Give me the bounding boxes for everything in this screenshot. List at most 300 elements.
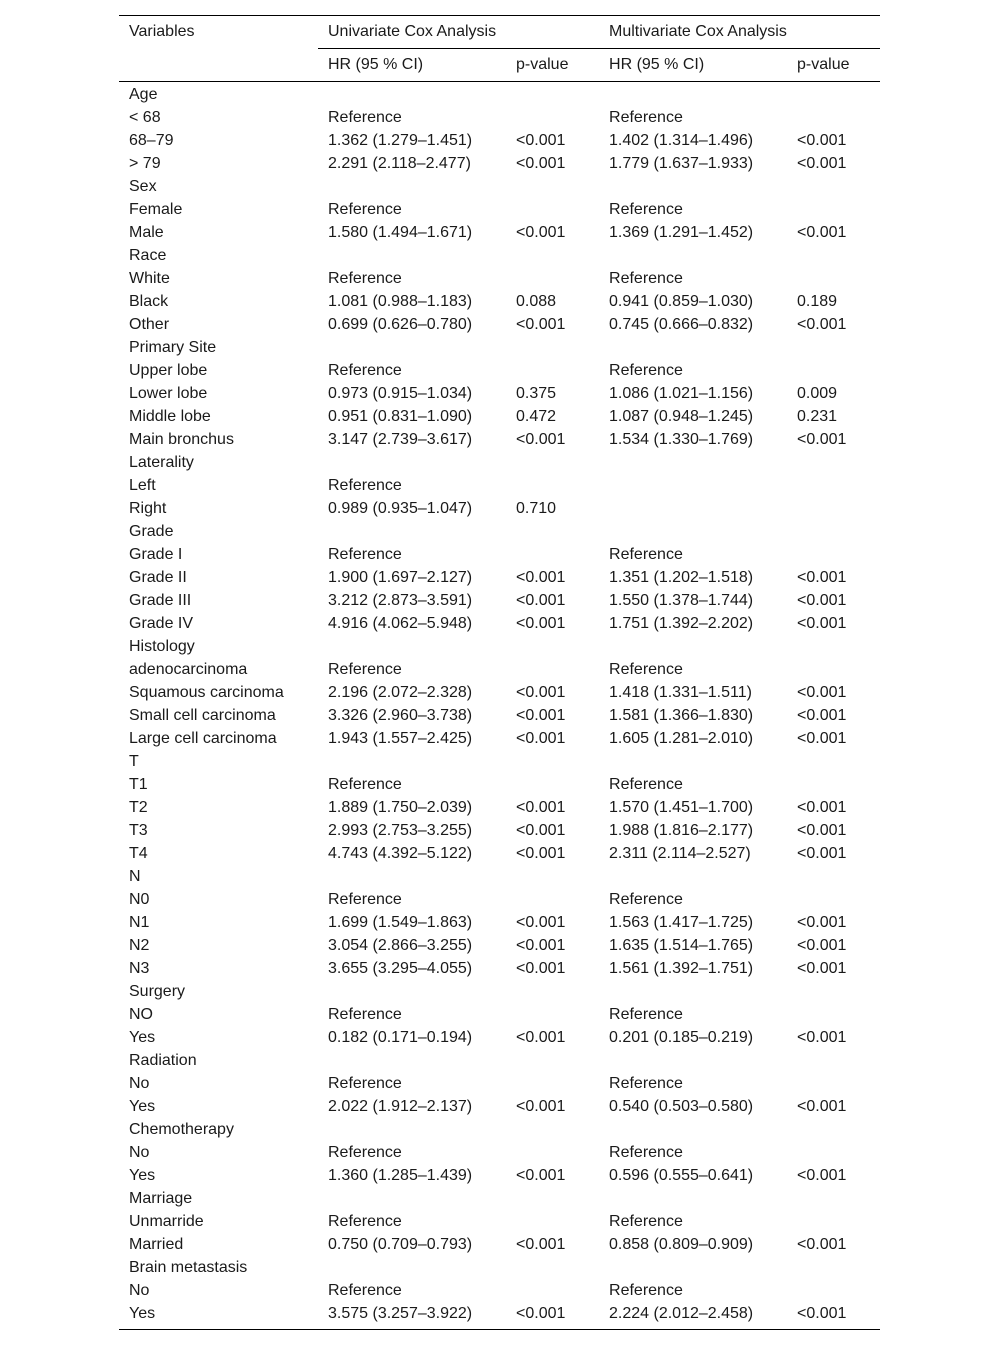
multivariate-pvalue-cell [787, 980, 880, 1003]
multivariate-hr-cell: 1.402 (1.314–1.496) [609, 132, 754, 149]
univariate-hr-cell [318, 1187, 506, 1210]
variable-cell: Left [129, 477, 156, 494]
multivariate-pvalue-cell [787, 750, 880, 773]
univariate-hr-cell: 1.360 (1.285–1.439) [328, 1167, 473, 1184]
multivariate-pvalue-cell: <0.001 [797, 914, 847, 931]
univariate-pvalue-cell: <0.001 [516, 845, 566, 862]
univariate-hr-cell [318, 451, 506, 474]
multivariate-hr-cell: 0.540 (0.503–0.580) [609, 1098, 754, 1115]
variable-cell: No [129, 1075, 150, 1092]
variable-cell: Squamous carcinoma [129, 684, 284, 701]
multivariate-hr-cell: 1.563 (1.417–1.725) [609, 914, 754, 931]
table-row [119, 819, 880, 842]
multivariate-pvalue-cell [787, 658, 880, 681]
table-row [119, 451, 880, 474]
table-row [119, 336, 880, 359]
multivariate-hr-cell: Reference [609, 1282, 683, 1299]
variable-cell: Married [129, 1236, 184, 1253]
univariate-pvalue-cell [506, 82, 599, 107]
univariate-pvalue-cell: 0.472 [516, 408, 557, 425]
multivariate-hr-cell: 0.941 (0.859–1.030) [609, 293, 754, 310]
univariate-pvalue-cell: <0.001 [516, 132, 566, 149]
table-row [119, 359, 880, 382]
table-row [119, 267, 880, 290]
univariate-pvalue-cell [506, 1187, 599, 1210]
table-row [119, 750, 880, 773]
header-row-columns [119, 49, 880, 82]
univariate-pvalue-cell: <0.001 [516, 822, 566, 839]
multivariate-hr-cell: Reference [609, 1006, 683, 1023]
univariate-hr-cell: 4.916 (4.062–5.948) [328, 615, 473, 632]
multivariate-hr-cell [599, 635, 787, 658]
univariate-pvalue-cell [506, 198, 599, 221]
multivariate-hr-cell [599, 1187, 787, 1210]
univariate-hr-cell: 1.362 (1.279–1.451) [328, 132, 473, 149]
variable-cell: Sex [129, 178, 157, 195]
table-row [119, 152, 880, 175]
table-row [119, 198, 880, 221]
univariate-hr-cell [318, 244, 506, 267]
multivariate-pvalue-cell: <0.001 [797, 799, 847, 816]
table-row [119, 520, 880, 543]
table-row [119, 1164, 880, 1187]
variable-cell: Marriage [129, 1190, 193, 1207]
univariate-hr-cell: 0.973 (0.915–1.034) [328, 385, 473, 402]
univariate-pvalue-cell [506, 888, 599, 911]
multivariate-hr-cell [599, 865, 787, 888]
univariate-hr-cell: Reference [328, 109, 402, 126]
univariate-hr-cell: 0.951 (0.831–1.090) [328, 408, 473, 425]
univariate-pvalue-cell: <0.001 [516, 569, 566, 586]
table-row [119, 865, 880, 888]
multivariate-hr-cell: 1.086 (1.021–1.156) [609, 385, 754, 402]
multivariate-hr-cell: 1.779 (1.637–1.933) [609, 155, 754, 172]
univariate-pvalue-cell: <0.001 [516, 431, 566, 448]
multivariate-pvalue-cell: <0.001 [797, 822, 847, 839]
table-row [119, 612, 880, 635]
variable-cell: Yes [129, 1098, 156, 1115]
multivariate-hr-cell [599, 175, 787, 198]
variable-cell: N1 [129, 914, 150, 931]
univariate-hr-cell: Reference [328, 891, 402, 908]
variable-cell: N0 [129, 891, 150, 908]
table-row [119, 1279, 880, 1302]
univariate-hr-cell [318, 175, 506, 198]
multivariate-hr-cell: 1.418 (1.331–1.511) [609, 684, 752, 701]
multivariate-hr-cell [599, 1256, 787, 1279]
variable-cell: Grade III [129, 592, 192, 609]
table-row [119, 382, 880, 405]
variable-cell: > 79 [129, 155, 161, 172]
univariate-hr-cell: Reference [328, 1213, 402, 1230]
multivariate-hr-cell: 1.635 (1.514–1.765) [609, 937, 754, 954]
multivariate-hr-cell: Reference [609, 109, 683, 126]
univariate-hr-cell: 1.580 (1.494–1.671) [328, 224, 473, 241]
multivariate-hr-cell: 1.550 (1.378–1.744) [609, 592, 754, 609]
univariate-pvalue-cell [506, 1003, 599, 1026]
table-row [119, 82, 880, 107]
multivariate-pvalue-cell [787, 1118, 880, 1141]
multivariate-pvalue-cell [787, 865, 880, 888]
multivariate-pvalue-cell [787, 773, 880, 796]
variable-cell: Yes [129, 1167, 156, 1184]
univariate-pvalue-cell [506, 1118, 599, 1141]
variable-cell: Grade IV [129, 615, 194, 632]
variable-cell: T3 [129, 822, 148, 839]
variable-cell: adenocarcinoma [129, 661, 248, 678]
univariate-pvalue-cell [506, 658, 599, 681]
table-row [119, 405, 880, 428]
multivariate-hr-cell: 1.561 (1.392–1.751) [609, 960, 754, 977]
univariate-pvalue-cell [506, 520, 599, 543]
multivariate-pvalue-cell [787, 1049, 880, 1072]
table-row [119, 888, 880, 911]
univariate-hr-cell [318, 750, 506, 773]
table-row [119, 1233, 880, 1256]
univariate-pvalue-cell: 0.088 [516, 293, 557, 310]
table-row [119, 1210, 880, 1233]
variable-cell: Grade II [129, 569, 187, 586]
univariate-pvalue-cell [506, 175, 599, 198]
multivariate-pvalue-cell: <0.001 [797, 730, 847, 747]
univariate-pvalue-cell: <0.001 [516, 730, 566, 747]
table-row [119, 773, 880, 796]
variable-cell: No [129, 1144, 150, 1161]
table-row [119, 727, 880, 750]
univariate-pvalue-cell: <0.001 [516, 960, 566, 977]
header-univariate-group: Univariate Cox Analysis [318, 16, 599, 49]
variable-cell: 68–79 [129, 132, 174, 149]
multivariate-hr-cell: 1.751 (1.392–2.202) [609, 615, 754, 632]
univariate-hr-cell [318, 980, 506, 1003]
multivariate-hr-cell: 2.224 (2.012–2.458) [599, 1302, 787, 1330]
variable-cell: Main bronchus [129, 431, 234, 448]
multivariate-pvalue-cell [787, 543, 880, 566]
table-row [119, 911, 880, 934]
header-univariate-hr: HR (95 % CI) [318, 49, 506, 82]
univariate-hr-cell: 1.943 (1.557–2.425) [328, 730, 473, 747]
multivariate-pvalue-cell [787, 1072, 880, 1095]
multivariate-hr-cell: 1.988 (1.816–2.177) [609, 822, 754, 839]
table-row [119, 934, 880, 957]
header-multivariate-group: Multivariate Cox Analysis [599, 16, 880, 49]
univariate-pvalue-cell [506, 359, 599, 382]
variable-cell: Age [129, 86, 158, 103]
univariate-hr-cell [318, 336, 506, 359]
multivariate-pvalue-cell [787, 336, 880, 359]
table-row [119, 1003, 880, 1026]
table-row [119, 1095, 880, 1118]
multivariate-hr-cell: 1.087 (0.948–1.245) [609, 408, 754, 425]
multivariate-hr-cell: Reference [609, 546, 683, 563]
multivariate-pvalue-cell: <0.001 [797, 960, 847, 977]
univariate-pvalue-cell: <0.001 [516, 1167, 566, 1184]
multivariate-pvalue-cell: <0.001 [797, 1236, 847, 1253]
univariate-hr-cell: 2.993 (2.753–3.255) [328, 822, 473, 839]
multivariate-hr-cell: 1.605 (1.281–2.010) [609, 730, 754, 747]
variable-cell: Unmarride [129, 1213, 204, 1230]
table-row [119, 796, 880, 819]
univariate-pvalue-cell [506, 543, 599, 566]
multivariate-pvalue-cell [787, 175, 880, 198]
univariate-pvalue-cell [506, 474, 599, 497]
univariate-hr-cell: Reference [328, 546, 402, 563]
multivariate-hr-cell [599, 474, 787, 497]
multivariate-pvalue-cell [787, 1003, 880, 1026]
multivariate-pvalue-cell [787, 1256, 880, 1279]
univariate-hr-cell [318, 635, 506, 658]
table-row [119, 566, 880, 589]
univariate-pvalue-cell: <0.001 [516, 799, 566, 816]
table-row [119, 290, 880, 313]
multivariate-pvalue-cell: <0.001 [797, 155, 847, 172]
multivariate-pvalue-cell: 0.009 [797, 385, 838, 402]
multivariate-pvalue-cell [787, 635, 880, 658]
univariate-hr-cell: 1.699 (1.549–1.863) [328, 914, 473, 931]
variable-cell: Grade I [129, 546, 183, 563]
univariate-hr-cell: 0.750 (0.709–0.793) [328, 1236, 473, 1253]
table-row [119, 244, 880, 267]
table-row [119, 1072, 880, 1095]
table-row [119, 474, 880, 497]
univariate-hr-cell: 3.054 (2.866–3.255) [328, 937, 473, 954]
multivariate-pvalue-cell [787, 888, 880, 911]
variable-cell: < 68 [129, 109, 161, 126]
multivariate-hr-cell [599, 1118, 787, 1141]
table-row [119, 313, 880, 336]
multivariate-pvalue-cell: <0.001 [797, 592, 847, 609]
univariate-pvalue-cell: <0.001 [516, 707, 566, 724]
univariate-hr-cell: 2.022 (1.912–2.137) [328, 1098, 473, 1115]
multivariate-pvalue-cell: <0.001 [797, 569, 847, 586]
univariate-hr-cell: 4.743 (4.392–5.122) [328, 845, 473, 862]
multivariate-hr-cell [599, 244, 787, 267]
header-univariate-pvalue: p-value [506, 49, 599, 82]
univariate-pvalue-cell: <0.001 [516, 684, 566, 701]
multivariate-hr-cell: Reference [609, 1213, 683, 1230]
univariate-pvalue-cell [506, 106, 599, 129]
header-blank [119, 49, 318, 82]
multivariate-pvalue-cell [787, 198, 880, 221]
univariate-hr-cell: Reference [328, 201, 402, 218]
univariate-hr-cell: 3.212 (2.873–3.591) [328, 592, 473, 609]
variable-cell: Male [129, 224, 164, 241]
variable-cell: T [129, 753, 139, 770]
multivariate-hr-cell: Reference [609, 1144, 683, 1161]
table-row [119, 704, 880, 727]
table-row [119, 842, 880, 865]
univariate-pvalue-cell: <0.001 [516, 316, 566, 333]
univariate-hr-cell [318, 520, 506, 543]
variable-cell: NO [129, 1006, 153, 1023]
univariate-hr-cell: Reference [328, 1075, 402, 1092]
univariate-pvalue-cell: <0.001 [516, 914, 566, 931]
univariate-hr-cell [318, 1256, 506, 1279]
univariate-hr-cell: 3.147 (2.739–3.617) [328, 431, 473, 448]
header-variables: Variables [119, 16, 318, 49]
univariate-pvalue-cell [506, 451, 599, 474]
multivariate-pvalue-cell: <0.001 [797, 1167, 847, 1184]
cox-analysis-table-container [119, 15, 880, 1330]
univariate-hr-cell: 0.989 (0.935–1.047) [328, 500, 473, 517]
table-row [119, 1302, 880, 1330]
multivariate-pvalue-cell: <0.001 [797, 615, 847, 632]
univariate-hr-cell: Reference [328, 1006, 402, 1023]
multivariate-pvalue-cell: <0.001 [797, 1098, 847, 1115]
multivariate-pvalue-cell: <0.001 [797, 707, 847, 724]
multivariate-hr-cell: Reference [609, 270, 683, 287]
table-header [119, 16, 880, 82]
multivariate-pvalue-cell [787, 497, 880, 520]
table-row [119, 635, 880, 658]
univariate-pvalue-cell: <0.001 [516, 1236, 566, 1253]
univariate-hr-cell: 2.291 (2.118–2.477) [328, 155, 471, 172]
univariate-hr-cell: 3.575 (3.257–3.922) [318, 1302, 506, 1330]
variable-cell: Right [129, 500, 167, 517]
variable-cell: N [129, 868, 141, 885]
multivariate-hr-cell [599, 1049, 787, 1072]
univariate-pvalue-cell [506, 1072, 599, 1095]
table-row [119, 497, 880, 520]
variable-cell: Female [129, 201, 183, 218]
univariate-pvalue-cell [506, 1279, 599, 1302]
variable-cell: Lower lobe [129, 385, 208, 402]
multivariate-pvalue-cell [787, 520, 880, 543]
univariate-hr-cell: Reference [328, 362, 402, 379]
multivariate-hr-cell: Reference [609, 891, 683, 908]
variable-cell: Laterality [129, 454, 194, 471]
multivariate-hr-cell: Reference [609, 661, 683, 678]
variable-cell: Yes [119, 1302, 318, 1330]
univariate-pvalue-cell: <0.001 [516, 1098, 566, 1115]
univariate-hr-cell: Reference [328, 1282, 402, 1299]
table-row [119, 543, 880, 566]
univariate-hr-cell: 1.081 (0.988–1.183) [328, 293, 473, 310]
table-row [119, 658, 880, 681]
univariate-pvalue-cell [506, 635, 599, 658]
multivariate-pvalue-cell: <0.001 [787, 1302, 880, 1330]
variable-cell: Grade [129, 523, 174, 540]
cox-analysis-table [119, 15, 880, 1330]
header-multivariate-hr: HR (95 % CI) [599, 49, 787, 82]
multivariate-hr-cell: 1.351 (1.202–1.518) [609, 569, 754, 586]
variable-cell: Other [129, 316, 170, 333]
multivariate-pvalue-cell [787, 244, 880, 267]
multivariate-pvalue-cell [787, 1210, 880, 1233]
multivariate-pvalue-cell: <0.001 [797, 316, 847, 333]
univariate-hr-cell: Reference [328, 661, 402, 678]
multivariate-hr-cell: 0.201 (0.185–0.219) [609, 1029, 754, 1046]
univariate-pvalue-cell [506, 1049, 599, 1072]
table-row [119, 681, 880, 704]
multivariate-hr-cell [599, 980, 787, 1003]
variable-cell: Upper lobe [129, 362, 208, 379]
multivariate-hr-cell [599, 497, 787, 520]
variable-cell: Chemotherapy [129, 1121, 234, 1138]
variable-cell: Primary Site [129, 339, 217, 356]
univariate-pvalue-cell: <0.001 [516, 615, 566, 632]
univariate-pvalue-cell: <0.001 [516, 592, 566, 609]
multivariate-hr-cell [599, 520, 787, 543]
univariate-pvalue-cell [506, 865, 599, 888]
univariate-pvalue-cell [506, 1210, 599, 1233]
univariate-pvalue-cell: <0.001 [516, 1029, 566, 1046]
univariate-hr-cell: 0.699 (0.626–0.780) [328, 316, 473, 333]
table-row [119, 957, 880, 980]
univariate-pvalue-cell: <0.001 [516, 155, 566, 172]
multivariate-hr-cell: 1.369 (1.291–1.452) [609, 224, 754, 241]
variable-cell: T2 [129, 799, 148, 816]
univariate-hr-cell [318, 82, 506, 107]
table-row [119, 428, 880, 451]
variable-cell: N2 [129, 937, 150, 954]
univariate-pvalue-cell [506, 244, 599, 267]
multivariate-hr-cell: 0.745 (0.666–0.832) [609, 316, 754, 333]
multivariate-hr-cell: 1.570 (1.451–1.700) [609, 799, 754, 816]
variable-cell: N3 [129, 960, 150, 977]
univariate-pvalue-cell [506, 750, 599, 773]
multivariate-hr-cell: Reference [609, 201, 683, 218]
univariate-hr-cell: Reference [328, 270, 402, 287]
multivariate-pvalue-cell [787, 1279, 880, 1302]
multivariate-hr-cell: 1.534 (1.330–1.769) [609, 431, 754, 448]
multivariate-pvalue-cell [787, 106, 880, 129]
univariate-pvalue-cell [506, 1256, 599, 1279]
univariate-hr-cell: 3.326 (2.960–3.738) [328, 707, 473, 724]
multivariate-hr-cell: Reference [609, 776, 683, 793]
univariate-hr-cell [318, 865, 506, 888]
multivariate-pvalue-cell: <0.001 [797, 845, 847, 862]
header-multivariate-pvalue: p-value [787, 49, 880, 82]
table-row [119, 980, 880, 1003]
table-row [119, 221, 880, 244]
variable-cell: Brain metastasis [129, 1259, 248, 1276]
table-row [119, 175, 880, 198]
multivariate-pvalue-cell: <0.001 [797, 684, 847, 701]
table-row [119, 1256, 880, 1279]
table-row [119, 106, 880, 129]
univariate-pvalue-cell: <0.001 [516, 224, 566, 241]
table-row [119, 1187, 880, 1210]
variable-cell: Middle lobe [129, 408, 211, 425]
univariate-pvalue-cell [506, 1141, 599, 1164]
multivariate-hr-cell: 2.311 (2.114–2.527) [609, 845, 751, 862]
univariate-pvalue-cell: 0.710 [516, 500, 557, 517]
variable-cell: Black [129, 293, 169, 310]
table-row [119, 129, 880, 152]
univariate-hr-cell: 1.900 (1.697–2.127) [328, 569, 473, 586]
multivariate-pvalue-cell [787, 359, 880, 382]
univariate-hr-cell [318, 1049, 506, 1072]
univariate-hr-cell: Reference [328, 477, 402, 494]
variable-cell: Small cell carcinoma [129, 707, 276, 724]
variable-cell: No [129, 1282, 150, 1299]
multivariate-pvalue-cell: 0.189 [797, 293, 838, 310]
multivariate-pvalue-cell: 0.231 [797, 408, 838, 425]
univariate-pvalue-cell: 0.375 [516, 385, 557, 402]
univariate-pvalue-cell [506, 773, 599, 796]
multivariate-hr-cell: 0.858 (0.809–0.909) [609, 1236, 754, 1253]
table-body [119, 82, 880, 1330]
multivariate-pvalue-cell: <0.001 [797, 224, 847, 241]
univariate-hr-cell: 2.196 (2.072–2.328) [328, 684, 473, 701]
multivariate-pvalue-cell: <0.001 [797, 1029, 847, 1046]
univariate-hr-cell: 0.182 (0.171–0.194) [328, 1029, 473, 1046]
variable-cell: Yes [129, 1029, 156, 1046]
multivariate-pvalue-cell [787, 1187, 880, 1210]
header-row-groups [119, 16, 880, 49]
variable-cell: T4 [129, 845, 148, 862]
